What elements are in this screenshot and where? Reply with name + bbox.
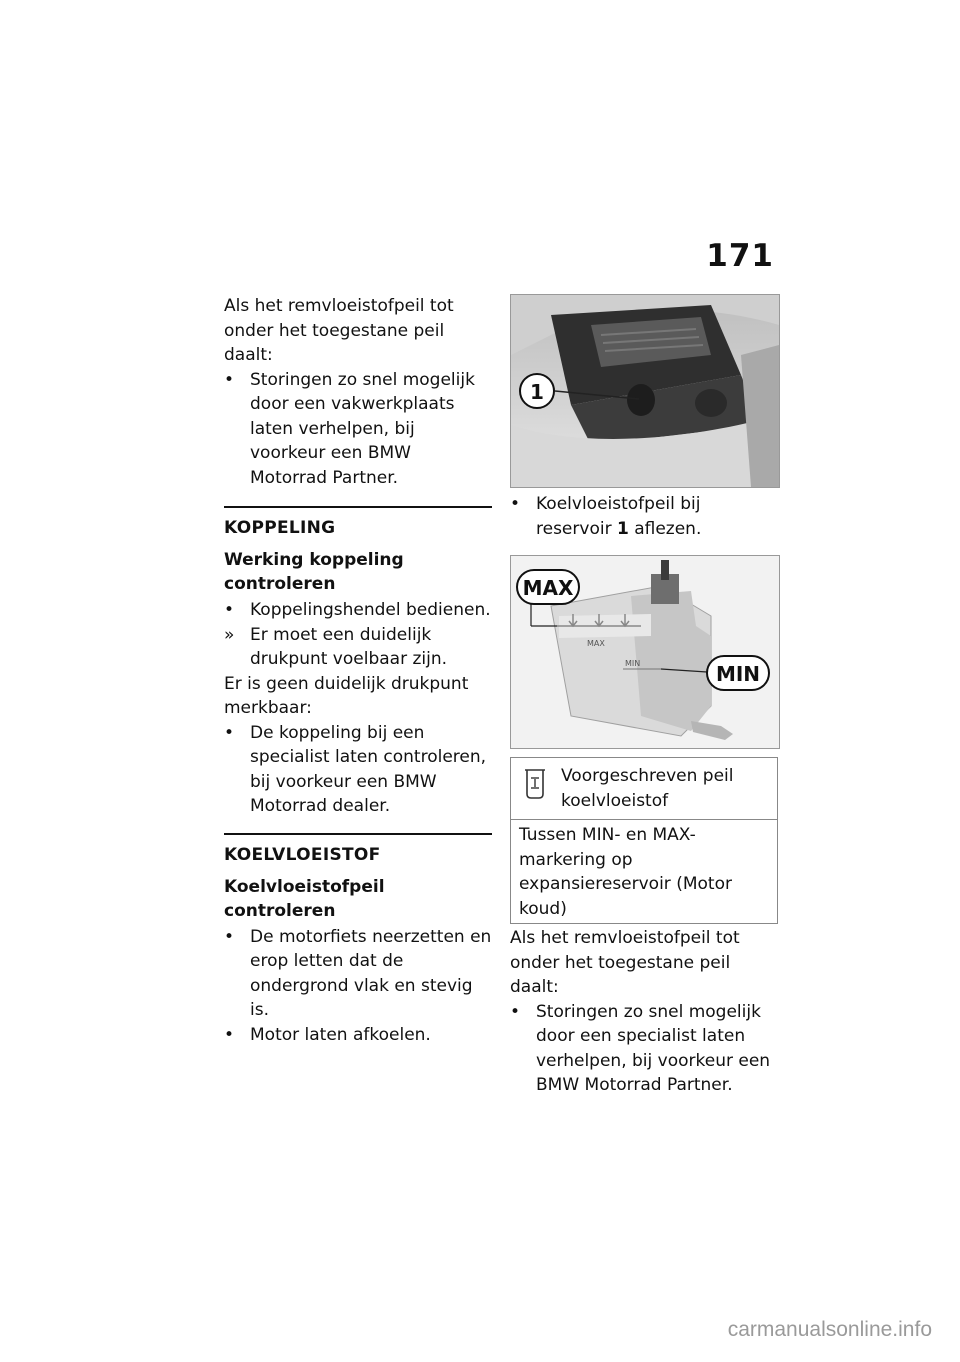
list-item-text: Storingen zo snel mogelijk door een specialist laten verhelpen, bij voorkeur een BMW Motorrad Partner.: [536, 1001, 771, 1095]
result-glyph: »: [224, 624, 235, 645]
expansion-tank-photo: [510, 555, 780, 749]
page-number: 171: [706, 238, 774, 274]
list-item-text: De koppeling bij een specialist laten controleren, bij voorkeur een BMW Motorrad dealer.: [250, 722, 487, 816]
watermark: carmanualsonline.info: [727, 1318, 932, 1341]
section-title: KOELVLOEISTOF: [224, 844, 381, 865]
list-item: [224, 368, 492, 491]
callout-number: 1: [530, 380, 544, 404]
reservoir-photo-drawing: [511, 295, 779, 487]
bullet-glyph: •: [510, 1001, 521, 1022]
list-item: [224, 1023, 492, 1048]
reservoir-photo: [510, 294, 780, 488]
min-label: MIN: [715, 662, 761, 686]
spec-value-row: [511, 820, 777, 923]
result-item-text: Er moet een duidelijk drukpunt voelbaar zijn.: [250, 624, 448, 669]
list-item: [224, 721, 492, 819]
spec-title: Voorgeschreven peil koelvloeistof: [561, 766, 734, 811]
bullet-glyph: •: [224, 369, 235, 390]
list-item: [510, 1000, 778, 1098]
list-item-text: Storingen zo snel mogelijk door een vakwerkplaats laten verhelpen, bij voorkeur een BMW Motorrad Partner.: [250, 369, 475, 488]
bullet-glyph: •: [224, 722, 235, 743]
spec-header: [511, 758, 777, 820]
list-item: [510, 492, 778, 541]
max-label: MAX: [522, 576, 574, 600]
bullet-glyph: •: [224, 1024, 235, 1045]
list-item-text: Koelvloeistofpeil bij reservoir: [536, 494, 701, 539]
bullet-glyph: •: [224, 600, 235, 620]
intro-text-2: Als het remvloeistofpeil tot onder het toegestane peil daalt:: [510, 928, 740, 997]
reference-number: 1: [616, 518, 629, 539]
section-title: KOPPELING: [224, 518, 336, 538]
list-item-text-end: aflezen.: [634, 518, 702, 539]
expansion-tank-drawing: [511, 556, 779, 748]
part-label-max: MAX: [587, 639, 605, 648]
list-item-text: Koppelingshendel bedienen.: [250, 600, 491, 620]
list-item: [224, 598, 492, 623]
spec-value: Tussen MIN- en MAX-markering op expansiereservoir (Motor koud): [519, 825, 732, 919]
section-subtitle: Koelvloeistofpeil controleren: [224, 876, 385, 921]
spec-table: [510, 757, 778, 924]
section-koppeling: [224, 506, 492, 819]
level-gauge-icon: [523, 766, 547, 802]
part-label-min: MIN: [625, 659, 641, 668]
list-item-text: Motor laten afkoelen.: [250, 1024, 431, 1045]
bullet-glyph: •: [510, 494, 521, 514]
section-koelvloeistof: [224, 833, 492, 1048]
list-item-text: De motorfiets neerzetten en erop letten dat de ondergrond vlak en stevig is.: [250, 926, 492, 1020]
body-text: Er is geen duidelijk drukpunt merkbaar:: [224, 673, 469, 718]
right-column: [510, 294, 778, 1098]
intro-text: Als het remvloeistofpeil tot onder het toegestane peil daalt:: [224, 296, 454, 365]
list-item: [224, 925, 492, 1023]
result-item: [224, 623, 492, 672]
left-column: [224, 294, 492, 1047]
bullet-glyph: •: [224, 926, 235, 947]
section-subtitle: Werking koppeling controleren: [224, 550, 404, 594]
